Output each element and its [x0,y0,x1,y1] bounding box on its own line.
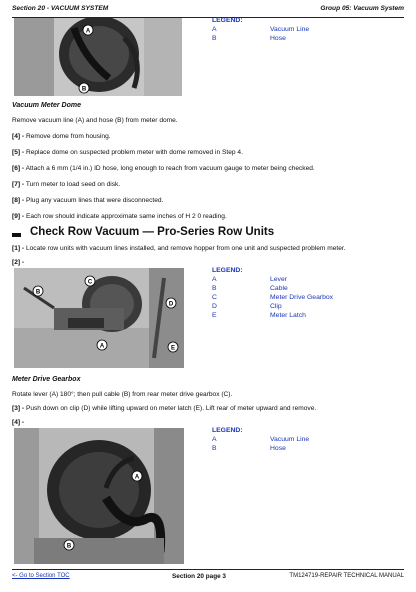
meter-drive-photo [14,268,184,368]
header-section: Section 20 - VACUUM SYSTEM [12,5,109,12]
dome-intro: Remove vacuum line (A) and hose (B) from meter dome. [12,117,178,124]
section-toc-link[interactable]: <- Go to Section TOC [12,573,70,579]
legend-row: A Lever [212,276,288,283]
pro-legend [212,266,333,320]
top-legend [212,16,309,43]
meter-dome-photo [14,18,182,96]
legend-row: C Meter Drive Gearbox [212,294,334,301]
legend-row: A Vacuum Line [212,26,310,33]
step-5: [5] - Replace dome on suspected problem meter with dome removed in Step 4. [12,149,243,156]
legend-title: LEGEND: [212,427,243,434]
step-6: [6] - Attach a 6 mm (1/4 in.) ID hose, long enough to reach from vacuum gauge to meter being checked. [12,165,315,172]
page-footer [12,569,404,583]
legend-row: B Cable [212,285,288,292]
step-7: [7] - Turn meter to load seed on disk. [12,181,121,188]
step-2: [2] - [12,259,25,266]
legend-row: E Meter Latch [212,312,306,319]
callout-b: B [81,86,87,93]
step-1: [1] - Locate row units with vacuum lines installed, and remove hopper from one unit and suspected problem meter. [12,245,346,252]
rotate-instruction: Rotate lever (A) 180°; then pull cable (B) from rear meter drive gearbox (C). [12,391,233,398]
callout-a: A [85,28,91,35]
legend-row: B Hose [212,35,286,42]
step-3: [3] - Push down on clip (D) while lifting upward on meter latch (E). Lift rear of meter upward and remove. [12,405,317,412]
bottom-legend [212,426,309,453]
callout-d: D [168,301,174,308]
heading-marker [12,233,21,237]
legend-row: B Hose [212,445,286,452]
section-title-dome: Vacuum Meter Dome [12,102,81,109]
legend-title: LEGEND: [212,267,243,274]
section-title-gearbox: Meter Drive Gearbox [12,376,81,383]
callout-b: B [35,289,41,296]
step-4-pro: [4] - [12,419,25,426]
callout-e: E [170,345,176,352]
manual-id: TM124719-REPAIR TECHNICAL MANUAL [289,573,404,579]
page-number: Section 20 page 3 [172,573,226,580]
legend-row: D Clip [212,303,282,310]
step-8: [8] - Plug any vacuum lines that were disconnected. [12,197,164,204]
callout-a: A [134,474,140,481]
page-header [12,4,404,18]
callout-c: C [87,279,93,286]
header-group: Group 05: Vacuum System [320,5,404,12]
callout-a: A [99,343,105,350]
step-9: [9] - Each row should indicate approximate same inches of H 2 0 reading. [12,213,227,220]
legend-row: A Vacuum Line [212,436,310,443]
section-heading-pro-series: Check Row Vacuum — Pro-Series Row Units [30,226,274,238]
callout-b: B [66,543,72,550]
vacuum-line-photo [14,428,184,564]
legend-title: LEGEND: [212,17,243,24]
step-4: [4] - Remove dome from housing. [12,133,111,140]
